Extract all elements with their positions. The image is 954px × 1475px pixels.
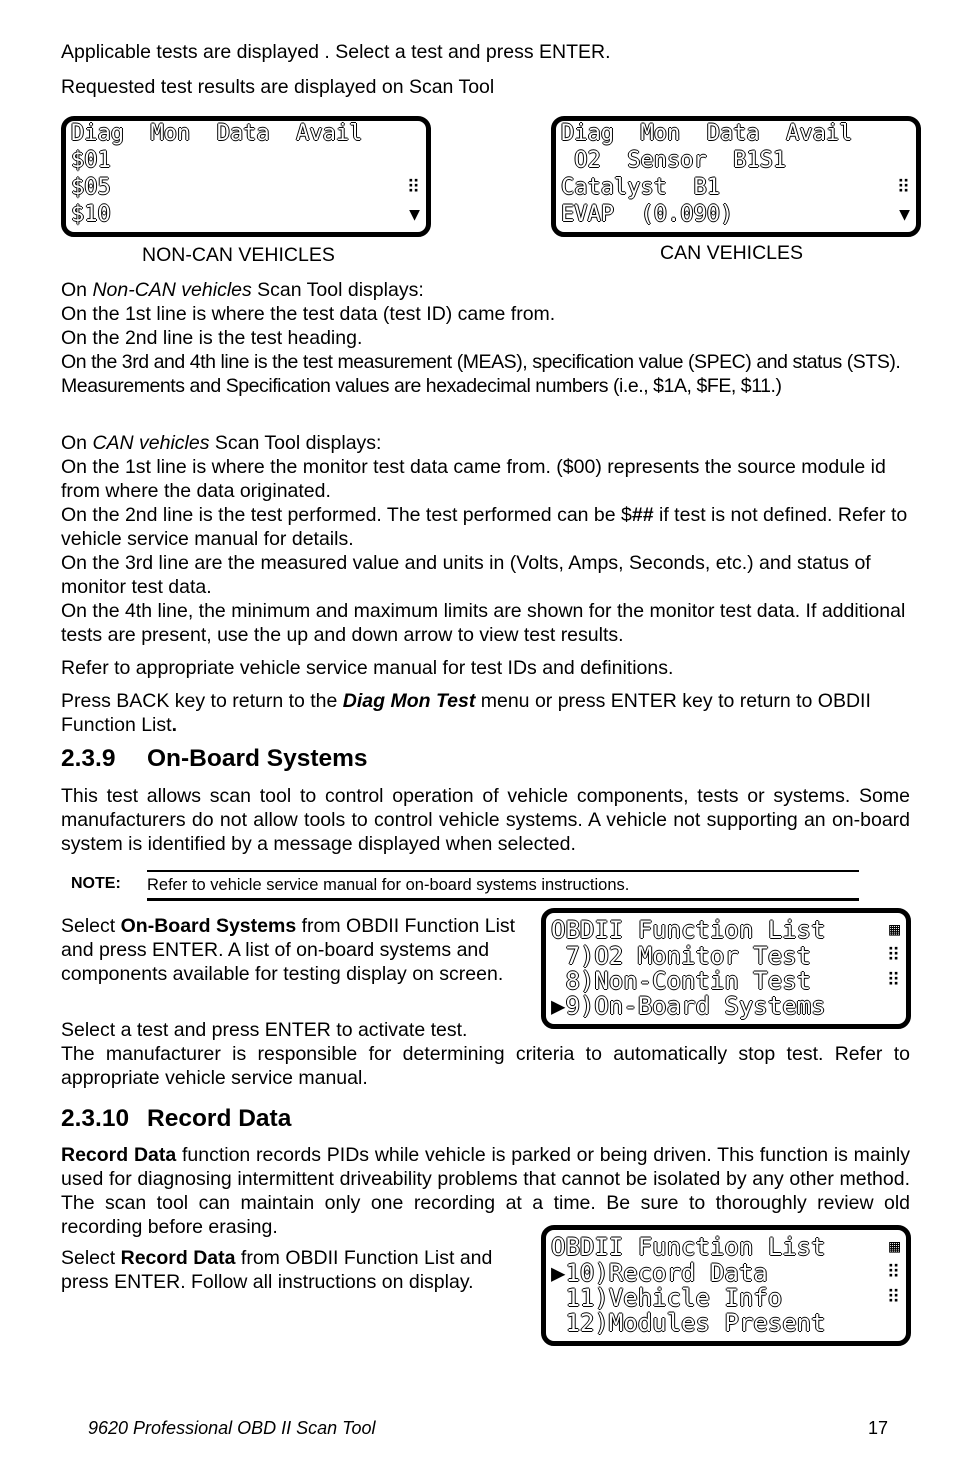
intro-line-2: Requested test results are displayed on Scan Tool bbox=[61, 76, 495, 98]
cursor-arrow-icon: ▶ bbox=[551, 1259, 566, 1287]
lcd-onboard-systems bbox=[541, 908, 911, 1029]
down-arrow-icon: ▼ bbox=[409, 204, 420, 225]
lcd-row: OBDII Function List ▦ bbox=[551, 916, 900, 944]
intro-line-1: Applicable tests are displayed . Select a test and press ENTER. bbox=[61, 41, 611, 63]
can-line-5: On the 4th line, the minimum and maximum limits are shown for the monitor test data. If additional tests are present, use the up and down arrow to view test results. bbox=[61, 600, 906, 646]
sec2310-para-1: Record Data function records PIDs while vehicle is parked or being driven. This function is mainly used for diagnosing intermittent driveability problems that cannot be isolated by any other method. The scan tool can maintain only one recording at a time. Be sure to thoroughly review old recording before erasing. bbox=[61, 1144, 911, 1238]
sec239-para-3: Select a test and press ENTER to activate test. bbox=[61, 1019, 468, 1041]
section-heading-239: 2.3.9 On-Board Systems bbox=[61, 745, 368, 772]
lcd-row: $01 bbox=[71, 148, 111, 173]
menu-icon: ▦ bbox=[889, 919, 900, 940]
lcd-row: O2 Sensor B1S1 bbox=[561, 148, 787, 173]
lcd-row-selected: ▶10)Record Data ⠿ bbox=[551, 1259, 900, 1287]
menu-icon: ▦ bbox=[889, 1236, 900, 1257]
lcd-row bbox=[71, 202, 420, 228]
can-line-4: On the 3rd line are the measured value and units in (Volts, Amps, Seconds, etc.) and status of monitor test data. bbox=[61, 552, 871, 598]
lcd-row: 12)Modules Present bbox=[551, 1309, 826, 1337]
lcd-row bbox=[561, 175, 910, 201]
back-text: Press BACK key to return to the Diag Mon Test menu or press ENTER key to return to OBDII Function List. bbox=[61, 690, 871, 736]
lcd-row: 11)Vehicle Info ⠿ bbox=[551, 1284, 900, 1312]
lcd-row bbox=[71, 175, 420, 201]
sec239-select-text: Select On-Board Systems from OBDII Function List and press ENTER. A list of on-board systems and components available for testing display on screen. bbox=[61, 915, 516, 985]
can-line-1: On CAN vehicles Scan Tool displays: bbox=[61, 432, 382, 454]
lcd-row: 8)Non-Contin Test ⠿ bbox=[551, 967, 900, 995]
cursor-arrow-icon: ▶ bbox=[551, 992, 566, 1020]
noncan-line-4: On the 3rd and 4th line is the test measurement (MEAS), specification value (SPEC) and status (STS). Measurements and Specification values are hexadecimal numbers (i.e., $1A, $FE, $11.) bbox=[61, 351, 901, 397]
lcd-record-data bbox=[541, 1225, 911, 1346]
can-line-2: On the 1st line is where the monitor test data came from. ($00) represents the source module id from where the data originated. bbox=[61, 456, 886, 502]
noncan-line-2: On the 1st line is where the test data (test ID) came from. bbox=[61, 303, 556, 325]
scroll-bar-icon: ⠿ bbox=[886, 970, 900, 991]
scroll-bar-icon: ⠿ bbox=[886, 945, 900, 966]
sec239-para-4: The manufacturer is responsible for determining criteria to automatically stop test. Refer to appropriate vehicle service manual. bbox=[61, 1043, 910, 1089]
lcd-noncan bbox=[61, 116, 431, 237]
page-number: 17 bbox=[868, 1418, 889, 1438]
lcd-row: Diag Mon Data Avail bbox=[71, 121, 363, 146]
footer-title: 9620 Professional OBD II Scan Tool bbox=[88, 1418, 376, 1438]
lcd-row-text: EVAP (0.090) bbox=[561, 202, 734, 227]
lcd-row-text: $10 bbox=[71, 202, 111, 227]
lcd-can bbox=[551, 116, 921, 237]
scroll-bar-icon: ⠿ bbox=[886, 1262, 900, 1283]
section-heading-2310: 2.3.10 Record Data bbox=[61, 1105, 292, 1132]
noncan-line-3: On the 2nd line is the test heading. bbox=[61, 327, 363, 349]
sec2310-select-text: Select Record Data from OBDII Function List and press ENTER. Follow all instructions on display. bbox=[61, 1247, 493, 1293]
noncan-line-1: On Non-CAN vehicles Scan Tool displays: bbox=[61, 279, 424, 301]
lcd-row bbox=[561, 202, 910, 228]
sec239-para-1: This test allows scan tool to control operation of vehicle components, tests or systems. Some manufacturers do not allow tools to control vehicle systems. A vehicle not supporting an on-board system is identified by a message displayed when selected. bbox=[61, 785, 910, 855]
can-line-3: On the 2nd line is the test performed. The test performed can be $## if test is not defined. Refer to vehicle service manual for details. bbox=[61, 504, 908, 550]
lcd-row: OBDII Function List ▦ bbox=[551, 1233, 900, 1261]
note-text: Refer to vehicle service manual for on-board systems instructions. bbox=[147, 870, 859, 901]
lcd-row-selected: ▶9)On-Board Systems bbox=[551, 992, 826, 1020]
lcd-row: 7)O2 Monitor Test ⠿ bbox=[551, 942, 900, 970]
note-label: NOTE: bbox=[71, 875, 121, 892]
scroll-bar-icon: ⠿ bbox=[896, 177, 910, 198]
down-arrow-icon: ▼ bbox=[899, 204, 910, 225]
note-box bbox=[61, 870, 859, 900]
lcd-row-text: $05 bbox=[71, 175, 111, 200]
scroll-bar-icon: ⠿ bbox=[886, 1287, 900, 1308]
refer-text: Refer to appropriate vehicle service manual for test IDs and definitions. bbox=[61, 657, 674, 679]
lcd-row-text: Catalyst B1 bbox=[561, 175, 720, 200]
caption-noncan: NON-CAN VEHICLES bbox=[142, 244, 335, 266]
scroll-bar-icon: ⠿ bbox=[406, 177, 420, 198]
lcd-row: Diag Mon Data Avail bbox=[561, 121, 853, 146]
caption-can: CAN VEHICLES bbox=[660, 242, 804, 264]
